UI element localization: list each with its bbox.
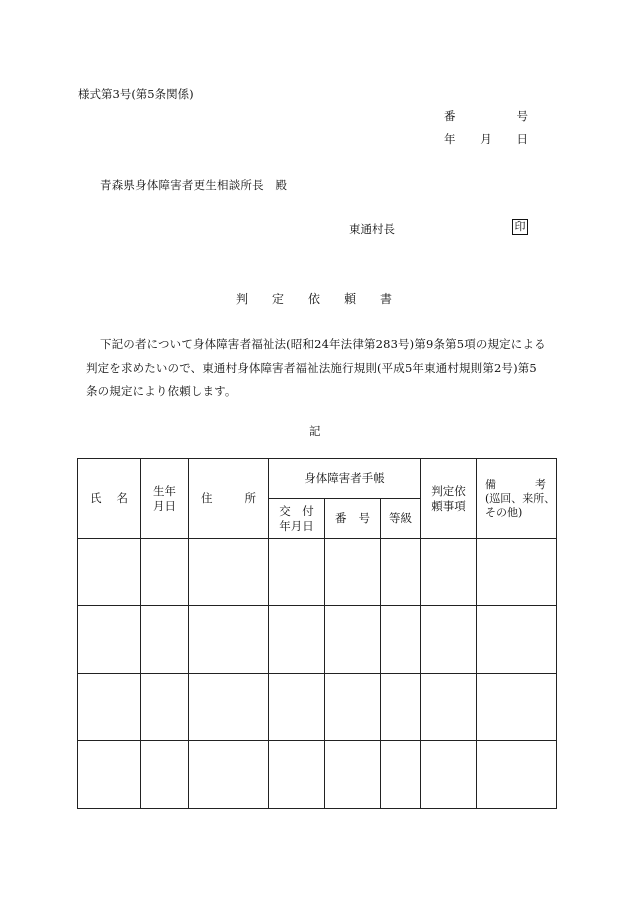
applicant-table [77,458,557,809]
cell-request[interactable] [421,741,477,809]
header-remarks: 備 考 (巡回、来所、 その他) [477,459,557,539]
header-request-items: 判定依 頼事項 [421,459,477,539]
body-paragraph [86,333,556,404]
cell-birthdate[interactable] [141,741,189,809]
date-char: 日 [516,132,528,146]
cell-grade[interactable] [381,674,421,741]
cell-issue-date[interactable] [269,741,325,809]
cell-grade[interactable] [381,606,421,674]
table-row [78,606,557,674]
cell-number[interactable] [325,741,381,809]
table-row [78,674,557,741]
title-char: 書 [379,292,392,306]
title-char: 依 [307,292,320,306]
table-row [78,741,557,809]
cell-number[interactable] [325,606,381,674]
seal-mark: 印 [512,219,528,235]
title-char: 判 [236,292,249,306]
number-char: 号 [516,109,528,123]
header-grade: 等級 [381,499,421,539]
date-char: 月 [480,132,492,146]
cell-number[interactable] [325,674,381,741]
body-line: 判定を求めたいので、東通村身体障害者福祉法施行規則(平成5年東通村規則第2号)第5 [86,360,537,375]
date-char: 年 [444,132,456,146]
cell-request[interactable] [421,606,477,674]
cell-remarks[interactable] [477,741,557,809]
cell-address[interactable] [189,606,269,674]
cell-birthdate[interactable] [141,606,189,674]
cell-remarks[interactable] [477,606,557,674]
ki-heading: 記 [309,424,321,438]
title-char: 定 [271,292,284,306]
cell-address[interactable] [189,741,269,809]
form-id: 様式第3号(第5条関係) [78,87,194,101]
cell-grade[interactable] [381,539,421,606]
body-line: 下記の者について身体障害者福祉法(昭和24年法律第283号)第9条第5項の規定による [100,337,546,351]
cell-request[interactable] [421,539,477,606]
header-name: 氏 名 [78,459,141,539]
document-title [236,290,392,307]
cell-address[interactable] [189,674,269,741]
cell-issue-date[interactable] [269,674,325,741]
cell-remarks[interactable] [477,674,557,741]
cell-number[interactable] [325,539,381,606]
cell-name[interactable] [78,741,141,809]
cell-request[interactable] [421,674,477,741]
document-number-label [444,108,528,124]
cell-issue-date[interactable] [269,539,325,606]
cell-birthdate[interactable] [141,674,189,741]
cell-name[interactable] [78,539,141,606]
header-disability-handbook: 身体障害者手帳 [269,459,421,499]
cell-birthdate[interactable] [141,539,189,606]
addressee: 青森県身体障害者更生相談所長 殿 [100,178,288,192]
cell-issue-date[interactable] [269,606,325,674]
cell-remarks[interactable] [477,539,557,606]
cell-address[interactable] [189,539,269,606]
header-birthdate: 生年 月日 [141,459,189,539]
number-char: 番 [444,109,456,123]
title-char: 頼 [343,292,356,306]
cell-grade[interactable] [381,741,421,809]
sender-name: 東通村長 [349,222,395,236]
header-issue-date: 交 付 年月日 [269,499,325,539]
header-handbook-number: 番 号 [325,499,381,539]
cell-name[interactable] [78,674,141,741]
header-address: 住 所 [189,459,269,539]
document-date-label [444,131,528,147]
table-row [78,539,557,606]
cell-name[interactable] [78,606,141,674]
body-line: 条の規定により依頼します。 [86,384,237,398]
